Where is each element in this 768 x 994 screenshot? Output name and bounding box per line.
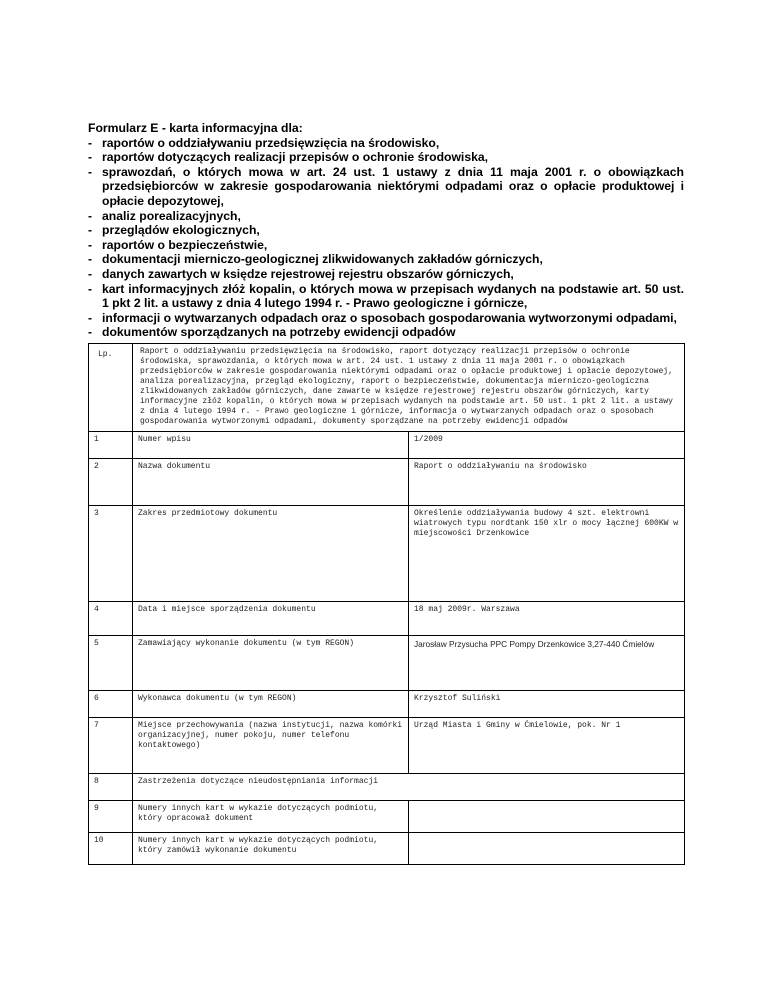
list-item: - raportów o bezpieczeństwie, xyxy=(88,237,268,252)
row-lp: 3 xyxy=(89,506,133,602)
list-item: - raportów o oddziaływaniu przedsięwzięcia na środowisko, xyxy=(88,135,440,150)
row-value: Jarosław Przysucha PPC Pompy Drzenkowice 3,27-440 Ćmielów xyxy=(409,636,685,691)
row-label: Data i miejsce sporządzenia dokumentu xyxy=(133,602,409,636)
list-item: - danych zawartych w księdze rejestrowej rejestru obszarów górniczych, xyxy=(88,266,514,281)
row-value: 18 maj 2009r. Warszawa xyxy=(409,602,685,636)
list-item: - sprawozdań, o których mowa w art. 24 ust. 1 ustawy z dnia 11 maja 2001 r. o obowiązkach przedsiębiorców w zakresie gospodarowania niektórymi odpadami oraz o opłacie produktowej i opłacie depozytowej, xyxy=(88,164,684,208)
row-label: Wykonawca dokumentu (w tym REGON) xyxy=(133,691,409,718)
row-value: Raport o oddziaływaniu na środowisko xyxy=(409,459,685,506)
row-lp: 8 xyxy=(89,774,133,801)
list-item: - kart informacyjnych złóż kopalin, o których mowa w przepisach wydanych na podstawie art. 50 ust. 1 pkt 2 lit. a ustawy z dnia 4 lutego 1994 r. - Prawo geologiczne i górnicze, xyxy=(88,281,684,311)
row-value: 1/2009 xyxy=(409,432,685,459)
row-value: Urząd Miasta i Gminy w Ćmielowie, pok. Nr 1 xyxy=(409,718,685,774)
table-row xyxy=(89,833,685,865)
table-row xyxy=(89,801,685,833)
row-label: Zastrzeżenia dotyczące nieudostępniania informacji xyxy=(133,774,685,801)
info-card-table xyxy=(88,343,685,865)
row-value: Krzysztof Suliński xyxy=(409,691,685,718)
row-label: Miejsce przechowywania (nazwa instytucji, nazwa komórki organizacyjnej, numer pokoju, numer telefonu kontaktowego) xyxy=(133,718,409,774)
table-row xyxy=(89,636,685,691)
table-row xyxy=(89,691,685,718)
row-label: Zakres przedmiotowy dokumentu xyxy=(133,506,409,602)
form-title: Formularz E - karta informacyjna dla: xyxy=(88,121,303,135)
row-label: Numery innych kart w wykazie dotyczących podmiotu, który opracował dokument xyxy=(133,801,409,833)
row-lp: 2 xyxy=(89,459,133,506)
list-item: - dokumentów sporządzanych na potrzeby ewidencji odpadów xyxy=(88,325,456,340)
row-lp: 1 xyxy=(89,432,133,459)
row-label: Nazwa dokumentu xyxy=(133,459,409,506)
table-row xyxy=(89,718,685,774)
row-label: Zamawiający wykonanie dokumentu (w tym REGON) xyxy=(133,636,409,691)
row-lp: 4 xyxy=(89,602,133,636)
table-row xyxy=(89,774,685,801)
row-value: Określenie oddziaływania budowy 4 szt. elektrowni wiatrowych typu nordtank 150 xlr o mocy łącznej 600KW w miejscowości Drzenkowice xyxy=(409,506,685,602)
form-header xyxy=(88,121,684,340)
table-row xyxy=(89,432,685,459)
list-item: - przeglądów ekologicznych, xyxy=(88,223,260,238)
row-lp: 7 xyxy=(89,718,133,774)
list-item: - informacji o wytwarzanych odpadach oraz o sposobach gospodarowania wytworzonymi odpadami, xyxy=(88,310,677,325)
table-row xyxy=(89,506,685,602)
row-lp: 5 xyxy=(89,636,133,691)
header-description: Raport o oddziaływaniu przedsięwzięcia na środowisko, raport dotyczący realizacji przepisów o ochronie środowiska, sprawozdania, o których mowa w art. 24 ust. 1 ustawy z dnia 11 maja 2001 r. o obowiązkach przedsiębiorców w zakresie gospodarowania niektórymi odpadami oraz o opłacie produktowej i opłacie depozytowej, analiza porealizacyjna, przegląd ekologiczny, raport o bezpieczeństwie, dokumentacja mierniczo-geologiczna zlikwidowanych zakładów górniczych, dane zawarte w księdze rejestrowej rejestru obszarów górniczych, karty informacyjne złóż kopalin, o których mowa w przepisach wydanych na podstawie art. 50 ust. 1 pkt 2 lit. a ustawy z dnia 4 lutego 1994 r. - Prawo geologiczne i górnicze, informacja o wytwarzanych odpadach oraz o sposobach gospodarowania wytworzonymi odpadami, dokumenty sporządzane na potrzeby ewidencji odpadów xyxy=(133,344,685,432)
table-header-row xyxy=(89,344,685,432)
table-row xyxy=(89,602,685,636)
row-lp: 10 xyxy=(89,833,133,865)
list-item: - raportów dotyczących realizacji przepisów o ochronie środowiska, xyxy=(88,150,489,165)
row-value xyxy=(409,801,685,833)
row-value xyxy=(409,833,685,865)
list-item: - analiz porealizacyjnych, xyxy=(88,208,241,223)
list-item: - dokumentacji mierniczo-geologicznej zlikwidowanych zakładów górniczych, xyxy=(88,252,543,267)
row-lp: 6 xyxy=(89,691,133,718)
row-label: Numery innych kart w wykazie dotyczących podmiotu, który zamówił wykonanie dokumentu xyxy=(133,833,409,865)
header-lp: Lp. xyxy=(89,344,133,432)
form-scope-list xyxy=(88,136,684,340)
row-lp: 9 xyxy=(89,801,133,833)
table-row xyxy=(89,459,685,506)
row-label: Numer wpisu xyxy=(133,432,409,459)
